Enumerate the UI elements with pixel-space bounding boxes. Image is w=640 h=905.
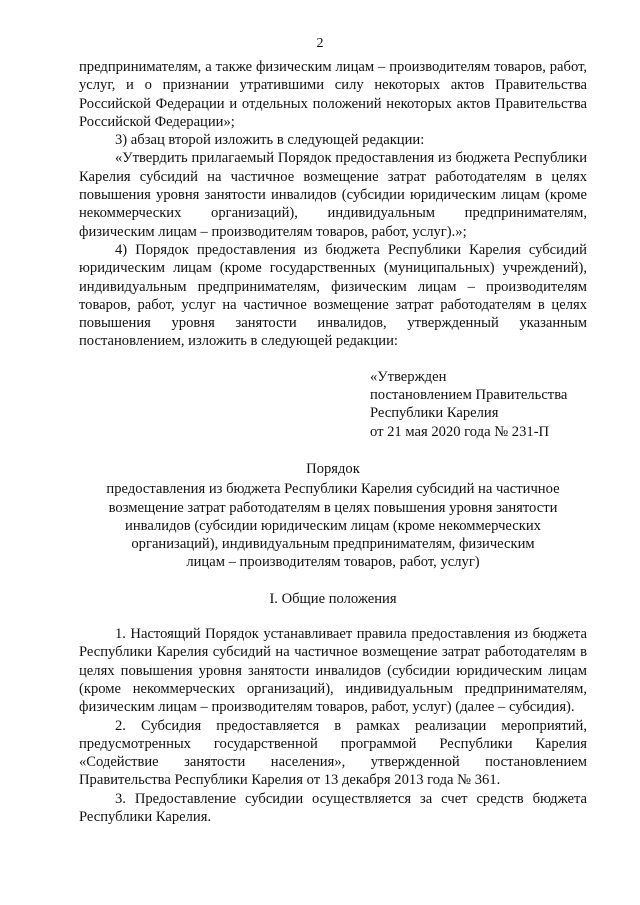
paragraph-clause-1: 1. Настоящий Порядок устанавливает правила предоставления из бюджета Республики Карелия субсидий на частичное возмещение затрат работодателям в целях повышения уровня занятости инвалидов (субсидии юридическим лицам (кроме некоммерческих организаций), индивидуальным предпринимателям, физическим лицам – производителям товаров, работ, услуг) (далее – субсидия). — [79, 626, 587, 716]
title-line: возмещение затрат работодателям в целях повышения уровня занятости — [108, 499, 558, 516]
approval-line: постановлением Правительства — [370, 387, 568, 404]
document-body — [79, 58, 587, 826]
page-number: 2 — [316, 36, 324, 51]
approval-line: «Утвержден — [370, 368, 447, 385]
document-title — [79, 460, 587, 572]
approval-stamp — [370, 368, 587, 441]
title-heading: Порядок — [306, 460, 360, 477]
approval-line: Республики Карелия — [370, 405, 499, 422]
paragraph-quote: «Утвердить прилагаемый Порядок предоставления из бюджета Республики Карелия субсидий на частичное возмещение затрат работодателям в целях повышения уровня занятости инвалидов (субсидии юридическим лицам (кроме некоммерческих организаций), индивидуальным предпринимателям, физическим лицам – производителям товаров, работ, услуг).»; — [79, 150, 587, 240]
paragraph-continuation: предпринимателям, а также физическим лицам – производителям товаров, работ, услуг, и о признании утратившими силу некоторых актов Правительства Российской Федерации и отдельных положений некоторых актов Правительства Российской Федерации»; — [79, 59, 587, 130]
approval-line: от 21 мая 2020 года № 231-П — [370, 423, 550, 440]
title-line: инвалидов (субсидии юридическим лицам (кроме некоммерческих — [125, 517, 541, 534]
title-line: организаций), индивидуальным предпринимателям, физическим — [131, 536, 535, 553]
paragraph-item-4: 4) Порядок предоставления из бюджета Республики Карелия субсидий юридическим лицам (кроме государственных (муниципальных) учреждений), индивидуальным предпринимателям, физическим лицам – производителям товаров, работ, услуг на частичное возмещение затрат работодателям в целях повышения уровня занятости инвалидов, утвержденный указанным постановлением, изложить в следующей редакции: — [79, 241, 587, 350]
title-line: предоставления из бюджета Республики Карелия субсидий на частичное — [106, 481, 560, 498]
paragraph-item-3: 3) абзац второй изложить в следующей редакции: — [115, 132, 425, 149]
title-line: лицам – производителям товаров, работ, услуг) — [186, 554, 480, 571]
paragraph-clause-3: 3. Предоставление субсидии осуществляется за счет средств бюджета Республики Карелия. — [79, 790, 587, 825]
paragraph-clause-2: 2. Субсидия предоставляется в рамках реализации мероприятий, предусмотренных государственной программой Республики Карелия «Содействие занятости населения», утвержденной постановлением Правительства Республики Карелия от 13 декабря 2013 года № 361. — [79, 717, 587, 789]
section-title: I. Общие положения — [269, 590, 397, 607]
